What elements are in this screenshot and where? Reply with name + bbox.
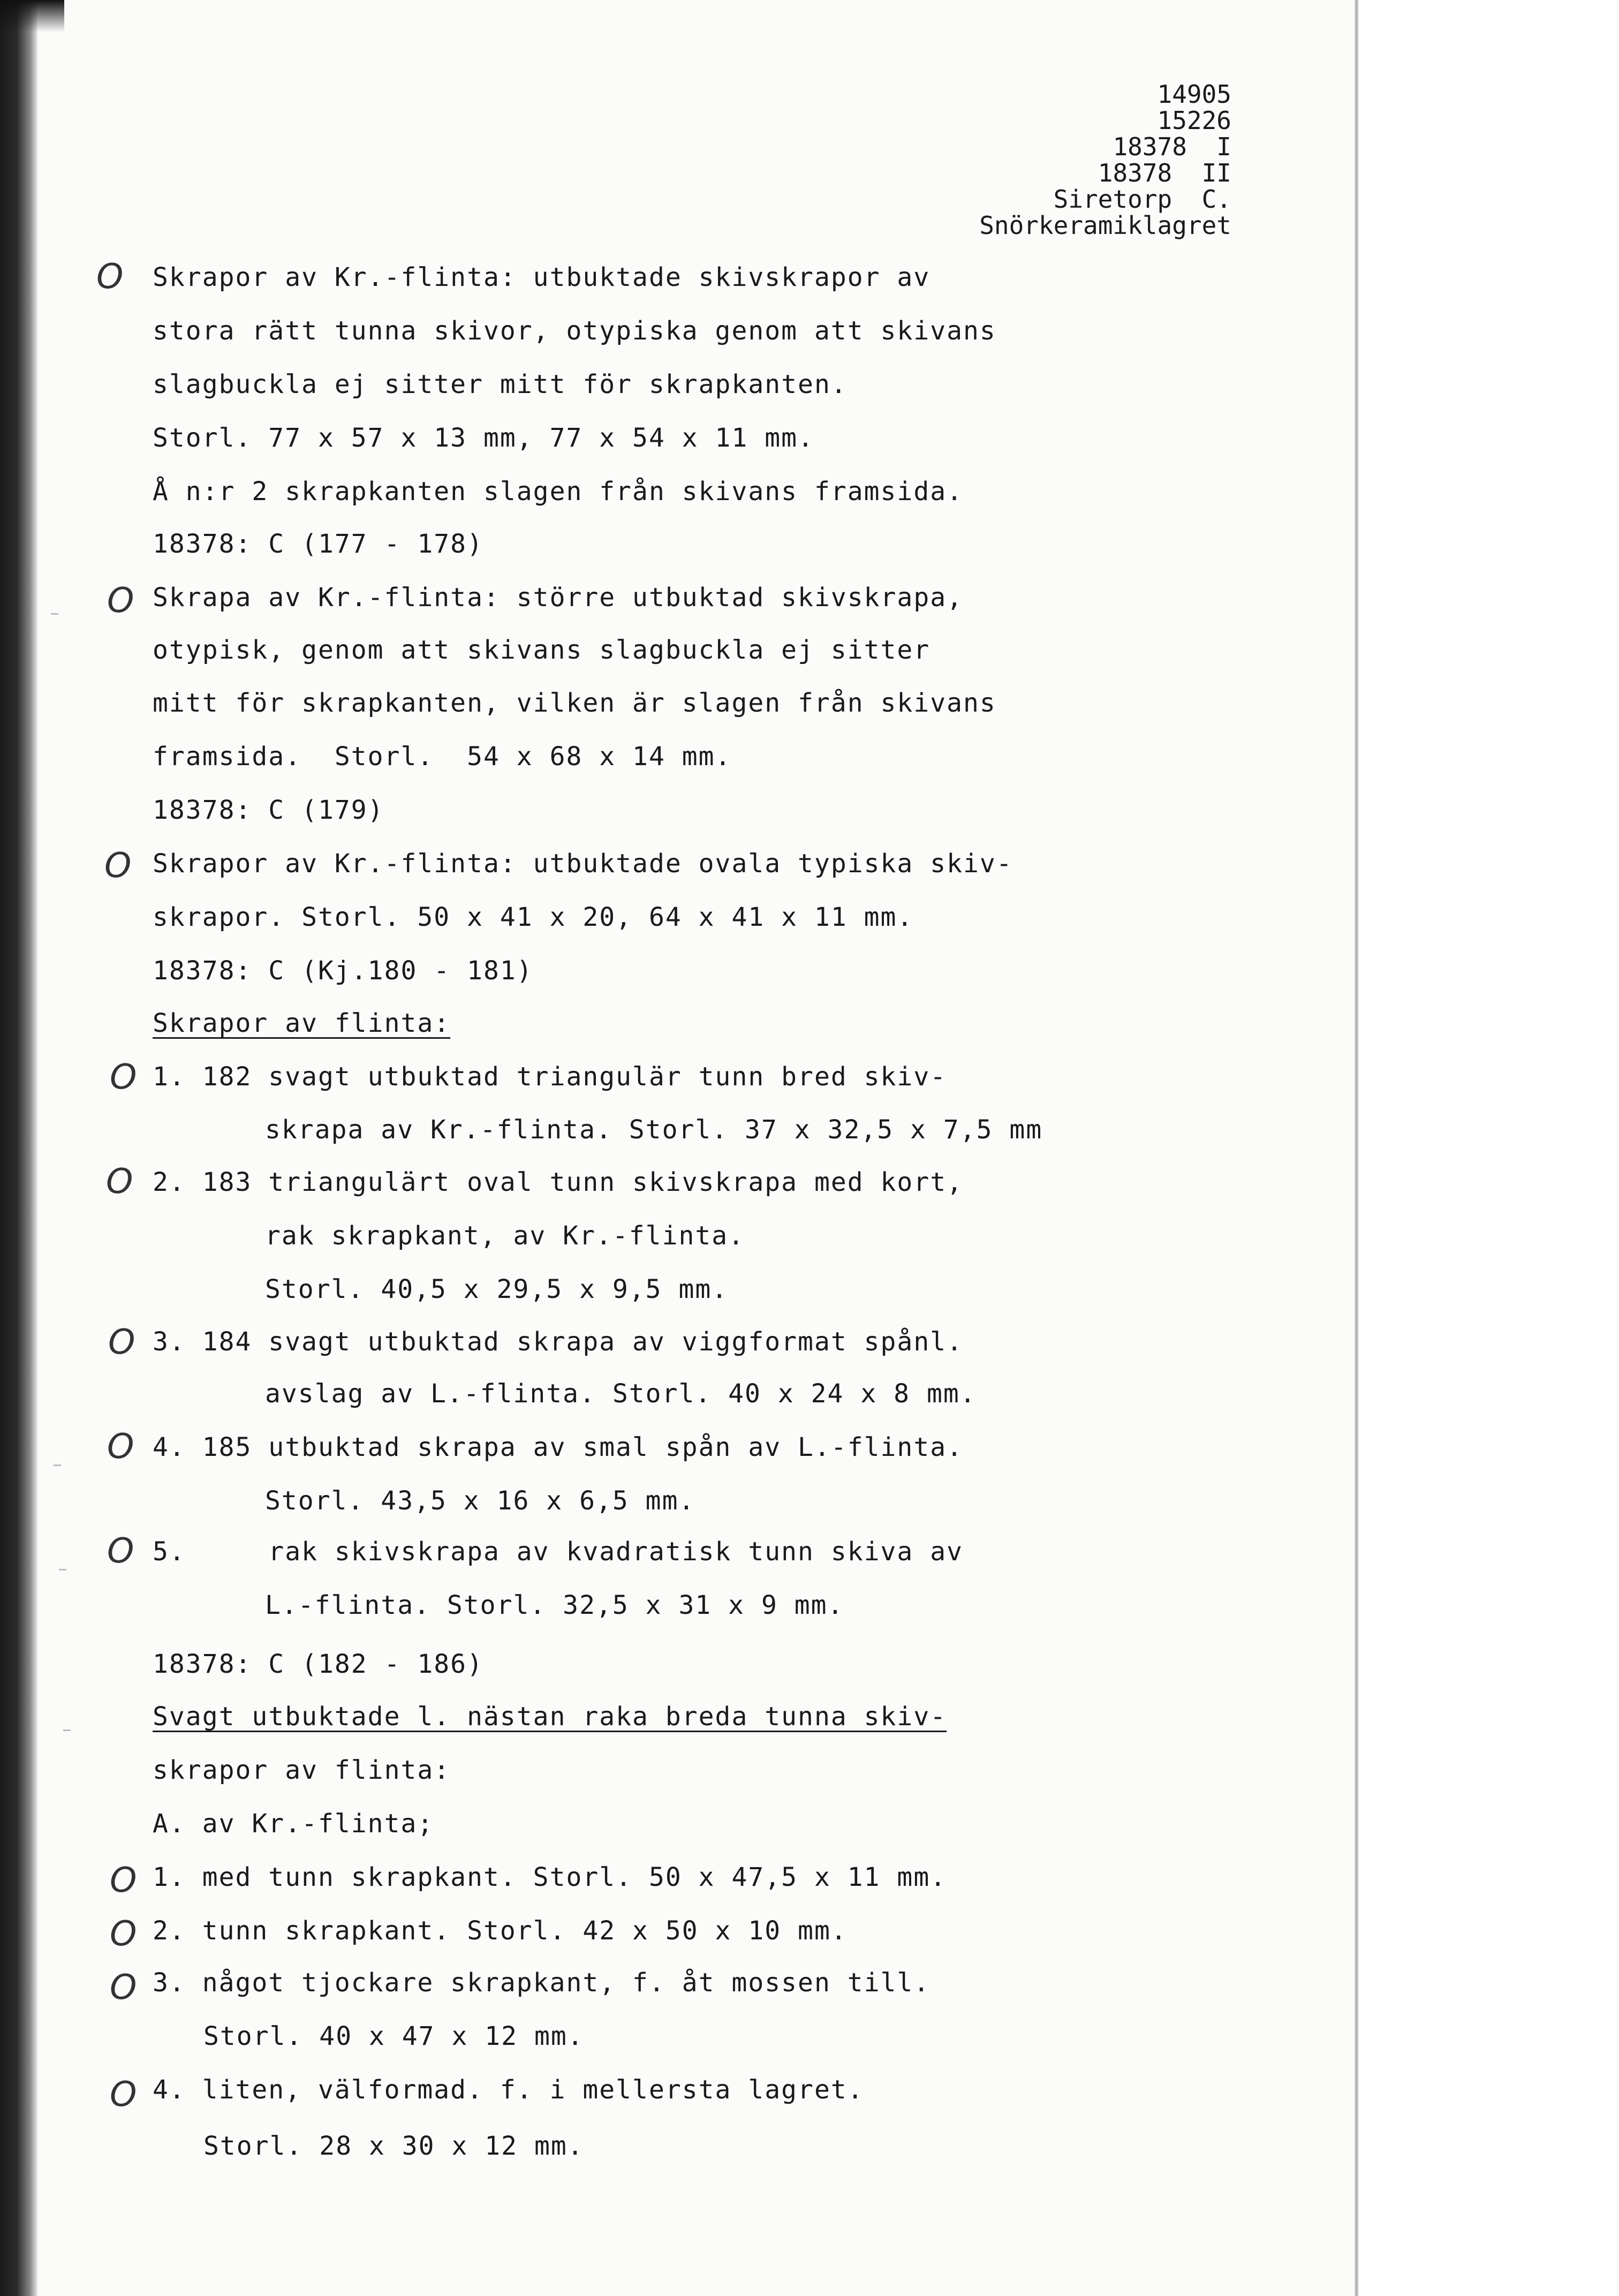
entry-text: stora rätt tunna skivor, otypiska genom att skivans <box>153 316 996 346</box>
margin-mark: O <box>107 1427 134 1467</box>
list-item: 2. 183 triangulärt oval tunn skivskrapa med kort, <box>153 1167 964 1197</box>
list-item-continuation: Storl. 43,5 x 16 x 6,5 mm. <box>265 1486 695 1516</box>
margin-mark: O <box>110 1861 137 1900</box>
page-edge <box>1355 0 1359 2296</box>
margin-mark: O <box>104 846 132 886</box>
pencil-tick <box>63 1729 71 1731</box>
section-heading: Skrapor av flinta: <box>153 1008 451 1038</box>
pencil-tick <box>51 613 58 615</box>
subsection-heading: A. av Kr.-flinta; <box>153 1809 434 1839</box>
catalog-number: 18378 I <box>1113 132 1231 161</box>
catalog-number: 15226 <box>1157 106 1231 135</box>
list-item-continuation: avslag av L.-flinta. Storl. 40 x 24 x 8 mm. <box>265 1379 977 1409</box>
section-heading: Svagt utbuktade l. nästan raka breda tunna skiv- <box>153 1702 947 1732</box>
list-item-continuation: Storl. 40,5 x 29,5 x 9,5 mm. <box>265 1274 729 1304</box>
catalog-number: 14905 <box>1157 80 1231 109</box>
catalog-header <box>910 81 1231 239</box>
entry-text: skrapor av flinta: <box>153 1755 451 1785</box>
list-item: 3. något tjockare skrapkant, f. åt mossen till. <box>153 1968 930 1998</box>
pencil-tick <box>54 1464 61 1466</box>
entry-text: framsida. Storl. 54 x 68 x 14 mm. <box>153 742 732 772</box>
entry-text: Skrapor av Kr.-flinta: utbuktade skivskrapor av <box>153 262 930 292</box>
list-item: 2. tunn skrapkant. Storl. 42 x 50 x 10 mm. <box>153 1916 848 1946</box>
catalog-reference: 18378: C (177 - 178) <box>153 529 483 559</box>
list-item: 5. rak skivskrapa av kvadratisk tunn skiva av <box>153 1537 964 1567</box>
list-item: 1. med tunn skrapkant. Storl. 50 x 47,5 x 11 mm. <box>153 1862 947 1892</box>
margin-mark: O <box>106 1162 133 1202</box>
list-item-continuation: L.-flinta. Storl. 32,5 x 31 x 9 mm. <box>265 1590 844 1620</box>
entry-text: skrapor. Storl. 50 x 41 x 20, 64 x 41 x 11 mm. <box>153 902 914 932</box>
list-item: 1. 182 svagt utbuktad triangulär tunn bred skiv- <box>153 1062 947 1092</box>
entry-text: Skrapa av Kr.-flinta: större utbuktad skivskrapa, <box>153 583 964 613</box>
catalog-number: 18378 II <box>1098 158 1231 187</box>
catalog-reference: 18378: C (Kj.180 - 181) <box>153 956 533 986</box>
site-name: Siretorp C. <box>1053 185 1231 214</box>
pencil-tick <box>59 1569 66 1570</box>
margin-mark: O <box>110 2075 137 2114</box>
margin-mark: O <box>107 1531 134 1571</box>
margin-mark: O <box>107 581 134 621</box>
binding-shadow <box>0 0 37 2296</box>
list-item-continuation: Storl. 28 x 30 x 12 mm. <box>203 2131 584 2161</box>
margin-mark: O <box>96 257 124 297</box>
margin-mark: O <box>108 1323 135 1362</box>
list-item: 3. 184 svagt utbuktad skrapa av viggformat spånl. <box>153 1327 964 1357</box>
margin-mark: O <box>110 1914 137 1954</box>
catalog-reference: 18378: C (179) <box>153 795 384 825</box>
entry-text: Skrapor av Kr.-flinta: utbuktade ovala typiska skiv- <box>153 849 1013 879</box>
catalog-reference: 18378: C (182 - 186) <box>153 1649 483 1679</box>
list-item: 4. liten, välformad. f. i mellersta lagret. <box>153 2075 864 2105</box>
entry-text: slagbuckla ej sitter mitt för skrapkanten. <box>153 369 848 399</box>
margin-mark: O <box>110 1058 137 1097</box>
entry-text: Å n:r 2 skrapkanten slagen från skivans framsida. <box>153 477 964 507</box>
layer-name: Snörkeramiklagret <box>979 211 1231 240</box>
list-item-continuation: Storl. 40 x 47 x 12 mm. <box>203 2021 584 2051</box>
background-margin <box>1359 0 1619 2296</box>
margin-mark: O <box>110 1968 137 2007</box>
entry-text: Storl. 77 x 57 x 13 mm, 77 x 54 x 11 mm. <box>153 423 814 453</box>
entry-text: otypisk, genom att skivans slagbuckla ej sitter <box>153 635 930 665</box>
list-item-continuation: skrapa av Kr.-flinta. Storl. 37 x 32,5 x 7,5 mm <box>265 1115 1043 1145</box>
corner-shadow <box>0 0 64 32</box>
list-item: 4. 185 utbuktad skrapa av smal spån av L.-flinta. <box>153 1432 964 1462</box>
entry-text: mitt för skrapkanten, vilken är slagen från skivans <box>153 688 996 718</box>
list-item-continuation: rak skrapkant, av Kr.-flinta. <box>265 1221 745 1251</box>
